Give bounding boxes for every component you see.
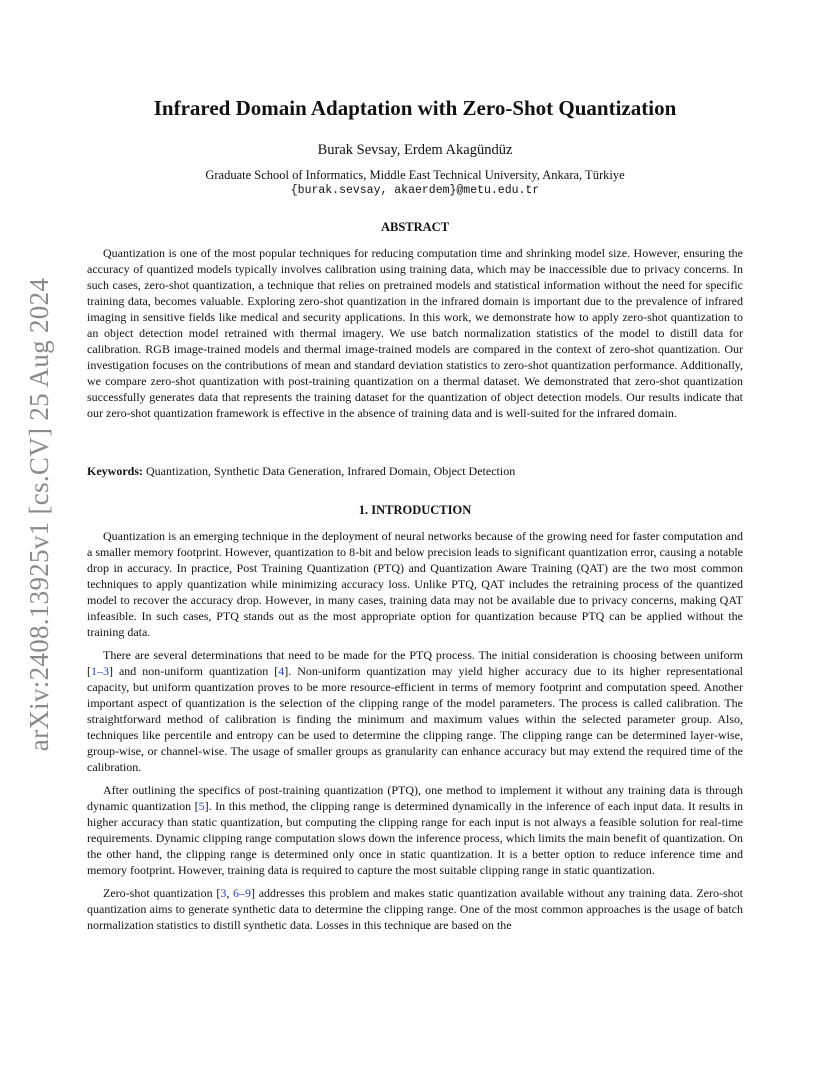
author-list: Burak Sevsay, Erdem Akagündüz xyxy=(317,142,513,158)
intro-p2-text-a: There are several determinations that need to be made for the PTQ process. The initial consideration is choosing between uniform [ xyxy=(87,648,743,678)
intro-p4-text-a: Zero-shot quantization [ xyxy=(103,886,221,900)
intro-paragraph-1: Quantization is an emerging technique in the deployment of neural networks because of the growing need for faster computation and a smaller memory footprint. However, quantization to 8-bit and below precision leads to significant quantization error, causing a notable drop in accuracy. In practice, Post Training Quantization (PTQ) and Quantization Aware Training (QAT) are the two most common techniques to apply quantization while minimizing accuracy loss. Unlike PTQ, QAT includes the retraining process of the quantized model to recover the accuracy drop. However, in many cases, training data may not be available due to privacy concerns, making QAT infeasible. In such cases, PTQ stands out as the most appropriate option for quantization because PTQ can be applied without the training data. xyxy=(87,529,743,639)
intro-p4-separator: , xyxy=(226,886,234,900)
author-email: {burak.sevsay, akaerdem}@metu.edu.tr xyxy=(290,184,540,197)
citation-link-5[interactable]: 5 xyxy=(198,799,205,813)
intro-paragraph-2 xyxy=(87,647,743,775)
paper-title: Infrared Domain Adaptation with Zero-Shot Quantization xyxy=(153,96,677,120)
citation-link-1-3[interactable]: 1–3 xyxy=(91,664,109,678)
abstract-body: Quantization is one of the most popular techniques for reducing computation time and shrinking model size. However, ensuring the accuracy of quantized models typically involves calibration using training data, which may be inaccessible due to privacy concerns. In such cases, zero-shot quantization, a technique that relies on pretrained models and statistical information without the need for specific training data, becomes valuable. Exploring zero-shot quantization in the infrared domain is important due to the prevalence of infrared imaging in sensitive fields like medical and security applications. In this work, we demonstrate how to apply zero-shot quantization to an object detection model retrained with thermal imagery. We use batch normalization statistics of the model to distill data for calibration. RGB image-trained models and thermal image-trained models are compared in the context of zero-shot quantization. Our investigation focuses on the contributions of mean and standard deviation statistics to zero-shot quantization performance. Additionally, we compare zero-shot quantization with post-training quantization on a thermal dataset. We demonstrated that zero-shot quantization successfully generates data that represents the training dataset for the quantization of object detection models. Our results indicate that our zero-shot quantization framework is effective in the absence of training data and is well-suited for the infrared domain. xyxy=(87,246,743,420)
intro-p4-text-b: ] addresses this problem and makes static quantization available without any training data. Zero-shot quantization aims to generate synthetic data to determine the clipping range. One of the most common approaches is the usage of batch normalization statistics to distill synthetic data. Losses in this technique are based on the xyxy=(87,886,744,932)
intro-p2-text-b: ] and non-uniform quantization [ xyxy=(109,664,279,678)
keywords-label: Keywords: xyxy=(87,464,143,478)
citation-link-4[interactable]: 4 xyxy=(278,664,285,678)
intro-paragraph-3 xyxy=(87,782,743,878)
citation-link-3[interactable]: 3 xyxy=(220,886,227,900)
introduction-body xyxy=(87,528,743,940)
arxiv-identifier xyxy=(20,277,60,751)
keywords xyxy=(87,463,743,479)
section-heading-introduction: 1. INTRODUCTION xyxy=(358,503,472,517)
keywords-text: Quantization, Synthetic Data Generation, Infrared Domain, Object Detection xyxy=(146,464,516,478)
abstract-heading: ABSTRACT xyxy=(380,220,450,234)
intro-p2-text-c: ]. Non-uniform quantization may yield higher accuracy due to its higher representational capacity, but uniform quantization proves to be more resource-efficient in terms of memory footprint and computation speed. Another important aspect of quantization is the selection of the clipping range of the model parameters. The process is called calibration. The straightforward method of calibration is finding the minimum and maximum values within the selected parameter group. Also, techniques like percentile and entropy can be used to determine the clipping range. The clipping range can be determined layer-wise, group-wise, or channel-wise. The usage of smaller groups as granularity can enhance accuracy but may extend the required time of the calibration. xyxy=(87,664,743,774)
intro-p3-text-b: ]. In this method, the clipping range is determined dynamically in the inference of each input data. It results in higher accuracy than static quantization, but computing the clipping range for each input is not always a feasible solution for real-time requirements. Dynamic clipping range computation slows down the inference process, which limits the main benefit of quantization. On the other hand, the clipping range is determined only once in static quantization. It is a better option to reduce inference time and memory footprint. However, training data is required to capture the most suitable clipping range in static quantization. xyxy=(87,799,743,877)
affiliation: Graduate School of Informatics, Middle East Technical University, Ankara, Türkiye xyxy=(205,168,625,182)
intro-paragraph-4 xyxy=(87,885,743,933)
arxiv-identifier-text: arXiv:2408.13925v1 [cs.CV] 25 Aug 2024 xyxy=(24,277,55,751)
citation-link-6-9[interactable]: 6–9 xyxy=(233,886,252,900)
intro-p3-text-a: After outlining the specifics of post-training quantization (PTQ), one method to implement it without any training data is through dynamic quantization [ xyxy=(87,783,743,813)
